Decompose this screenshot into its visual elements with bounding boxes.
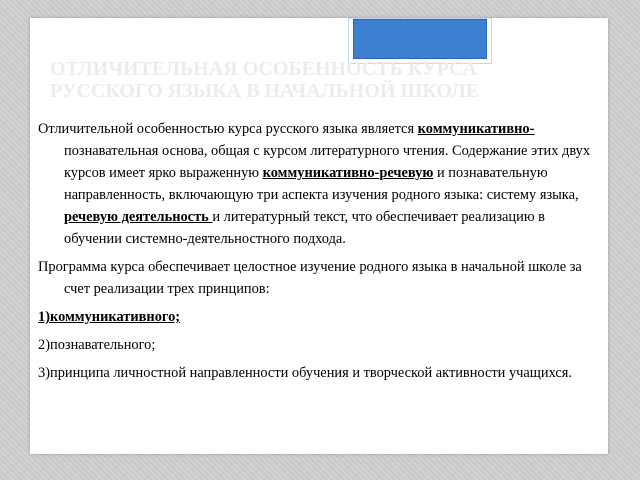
principle-item-2 [38,334,594,356]
text-run: и литературный текст, что обеспечивает реализацию в обучении системно-деятельностного подхода. [64,209,545,247]
paragraph-program [38,256,594,300]
text-run: 2)познавательного; [38,337,156,353]
decorative-accent-block [353,19,487,59]
highlight-term: 1)коммуникативного; [38,309,181,325]
highlight-term: коммуникативно- [417,121,535,137]
highlight-term: речевую деятельность [64,209,213,225]
text-run: Программа курса обеспечивает целостное изучение родного языка в начальной школе за счет реализации трех принципов: [38,259,582,297]
slide-body [38,118,594,384]
slide-title: ОТЛИЧИТЕЛЬНАЯ ОСОБЕННОСТЬ КУРСА РУССКОГО ЯЗЫКА В НАЧАЛЬНОЙ ШКОЛЕ [50,58,480,102]
principle-item-3 [38,362,594,384]
text-run: Отличительной особенностью курса русского языка является [38,121,418,137]
principle-item-1 [38,306,594,328]
highlight-term: коммуникативно-речевую [262,165,434,181]
paragraph-intro [38,118,594,250]
text-run: познавательная основа, общая с курсом литературного чтения. Содержание этих двух курсов имеет ярко выраженную [64,143,591,181]
text-run: 3)принципа личностной направленности обучения и творческой активности учащихся. [38,365,572,381]
text-run: и познавательную направленность, включающую три аспекта изучения родного языка: систему языка, [64,165,579,203]
